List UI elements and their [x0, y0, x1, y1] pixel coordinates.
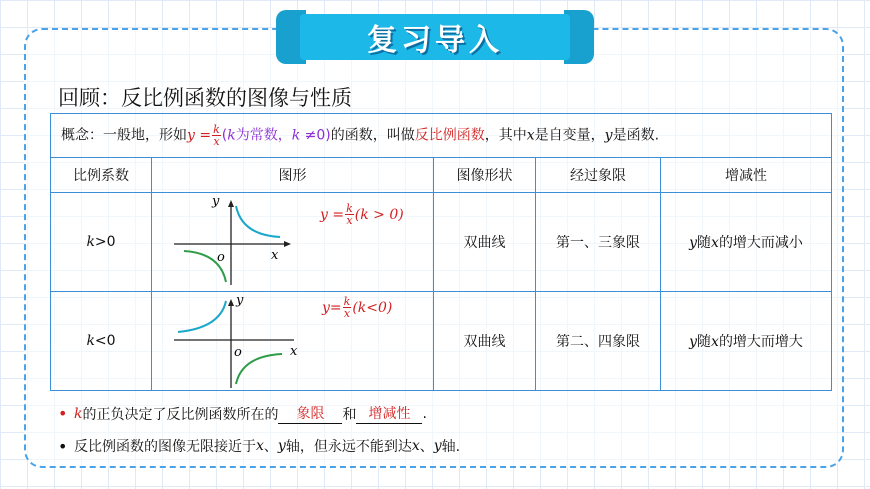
coefficient-cell	[51, 193, 152, 292]
graph-cell	[152, 292, 434, 391]
note-1-blank-quadrant: 象限	[278, 403, 342, 424]
note-2-y-var2: y	[433, 438, 442, 454]
note-1-text1: 的正负决定了反比例函数所在的	[82, 406, 279, 423]
y-axis-arrow	[228, 200, 234, 207]
x-axis-label: x	[290, 344, 298, 359]
concept-y-var: y	[604, 127, 613, 144]
note-1-var: k	[74, 405, 83, 422]
concept-prefix: 概念：一般地，形如	[61, 127, 187, 144]
mono-y-var: y	[689, 235, 698, 251]
header-monotonicity: 增减性	[661, 158, 832, 193]
graph-cell	[152, 193, 434, 292]
y-axis-label: y	[212, 194, 220, 209]
coefficient-var: k	[86, 234, 95, 250]
title-banner	[276, 10, 594, 64]
formula-frac-den: x	[346, 214, 353, 227]
mono-text: 的增大而减小	[718, 235, 803, 251]
concept-frac-num: k	[213, 123, 220, 136]
formula-condition: (k<0)	[352, 299, 393, 316]
origin-label: o	[217, 250, 225, 265]
shape-cell: 双曲线	[434, 292, 536, 391]
x-axis-label: x	[271, 248, 279, 263]
coefficient-cell	[51, 292, 152, 391]
y-axis-arrow	[228, 299, 234, 306]
note-1	[58, 403, 427, 424]
concept-tail3: 是函数.	[612, 127, 660, 144]
formula-frac-num: k	[343, 295, 351, 308]
concept-fraction	[212, 124, 221, 147]
coefficient-relation: >0	[94, 234, 116, 250]
concept-condition-ne: ≠0)	[300, 127, 331, 144]
monotonicity-cell	[661, 292, 832, 391]
note-2-x-var2: x	[411, 438, 420, 454]
note-1-text3: .	[422, 405, 427, 422]
note-1-text2: 和	[342, 406, 357, 423]
note-2-sep1: 、	[263, 439, 278, 455]
origin-label: o	[234, 345, 242, 360]
banner-title: 复习导入	[300, 14, 570, 60]
hyperbola-branch-q4	[236, 354, 282, 384]
monotonicity-cell	[661, 193, 832, 292]
table-row-k-positive	[51, 193, 832, 292]
table-row-k-negative	[51, 292, 832, 391]
formula-condition: (k > 0)	[354, 206, 404, 223]
formula-k-positive	[320, 203, 404, 226]
formula-frac-den: x	[343, 307, 351, 320]
bullet-icon: •	[58, 404, 68, 423]
header-shape: 图像形状	[434, 158, 536, 193]
quadrants-cell: 第二、四象限	[536, 292, 661, 391]
concept-row	[51, 114, 832, 158]
header-coefficient: 比例系数	[51, 158, 152, 193]
formula-frac-num: k	[346, 202, 353, 215]
concept-term: 反比例函数	[414, 127, 485, 144]
formula-lhs: y=	[322, 299, 342, 316]
concept-condition-open: (	[221, 127, 228, 144]
note-2-text2: 轴，但永远不能到达	[285, 439, 412, 455]
note-2-sep2: 、	[419, 439, 434, 455]
mono-mid: 随	[697, 235, 712, 251]
concept-condition-k2: k	[291, 127, 301, 144]
bullet-icon: •	[58, 436, 68, 456]
header-row	[51, 158, 832, 193]
concept-condition-k: k	[227, 127, 236, 144]
concept-x-var: x	[526, 127, 535, 144]
concept-mid: 的函数，叫做	[330, 127, 415, 144]
mono-y-var: y	[689, 334, 698, 350]
concept-formula-lhs: y =	[187, 127, 212, 144]
concept-frac-den: x	[213, 135, 220, 148]
concept-condition-text: 为常数，	[235, 127, 292, 144]
page-heading: 回顾：反比例函数的图像与性质	[58, 86, 352, 110]
concept-tail2: 是自变量，	[534, 127, 605, 144]
mono-x-var: x	[711, 334, 719, 350]
header-quadrants: 经过象限	[536, 158, 661, 193]
note-2-y-var: y	[277, 438, 286, 454]
formula-fraction	[345, 203, 354, 226]
formula-k-negative	[322, 296, 392, 319]
mono-text: 的增大而增大	[718, 334, 803, 350]
quadrants-cell: 第一、三象限	[536, 193, 661, 292]
properties-table	[50, 113, 832, 391]
coefficient-var: k	[86, 333, 95, 349]
note-2-x-var: x	[256, 438, 264, 454]
note-1-blank-monotonicity: 增减性	[356, 403, 422, 424]
note-2-text1: 反比例函数的图像无限接近于	[74, 439, 256, 455]
formula-fraction	[343, 296, 352, 319]
hyperbola-branch-q2	[178, 301, 226, 332]
note-2-text3: 轴.	[441, 439, 461, 455]
header-graph: 图形	[152, 158, 434, 193]
note-2	[58, 436, 460, 456]
coefficient-relation: <0	[94, 333, 116, 349]
concept-tail1: ，其中	[484, 127, 527, 144]
mono-x-var: x	[711, 235, 719, 251]
y-axis-label: y	[236, 293, 244, 308]
formula-lhs: y =	[320, 206, 345, 223]
mono-mid: 随	[697, 334, 712, 350]
shape-cell: 双曲线	[434, 193, 536, 292]
x-axis-arrow	[284, 241, 291, 247]
hyperbola-branch-q1	[236, 206, 280, 237]
